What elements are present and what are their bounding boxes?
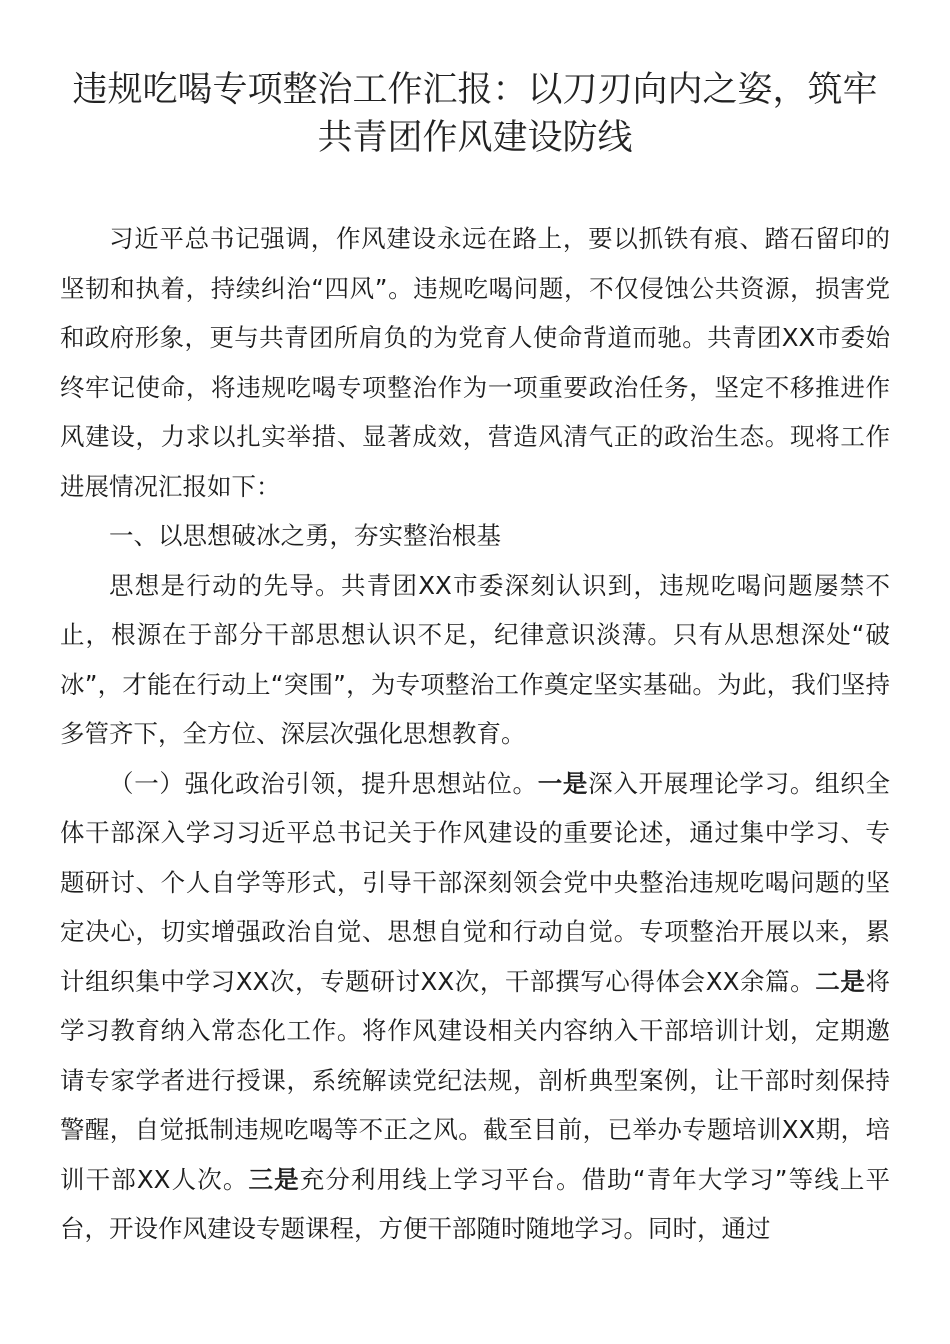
title-line-2: 共青团作风建设防线 [317, 118, 633, 158]
section-heading: 一、以思想破冰之勇，夯实整治根基 [109, 521, 501, 550]
item-text-2: 将学习教育纳入常态化工作。将作风建设相关内容纳入干部培训计划，定期邀请专家学者进行授课，系统解读党纪法规，剖析典型案例，让干部时刻保持警醒，自觉抵制违规吃喝等不正之风。截至目前，已举办专题培训XX期，培训干部XX人次。 [60, 966, 891, 1194]
intro-paragraph: 习近平总书记强调，作风建设永远在路上，要以抓铁有痕、踏石留印的坚韧和执着，持续纠治“四风”。违规吃喝问题，不仅侵蚀公共资源，损害党和政府形象，更与共青团所肩负的为党育人使命背道而驰。共青团XX市委始终牢记使命，将违规吃喝专项整治作为一项重要政治任务，坚定不移推进作风建设，力求以扎实举措、显著成效，营造风清气正的政治生态。现将工作进展情况汇报如下： [60, 224, 890, 501]
bold-marker-1: 一是 [537, 768, 589, 798]
section-paragraph: 思想是行动的先导。共青团XX市委深刻认识到，违规吃喝问题屡禁不止，根源在于部分干部思想认识不足，纪律意识淡薄。只有从思想深处“破冰”，才能在行动上“突围”，为专项整治工作奠定坚实基础。为此，我们坚持多管齐下，全方位、深层次强化思想教育。 [60, 570, 890, 748]
item-paragraph [60, 759, 890, 1254]
document-title [50, 66, 900, 162]
item-text-1: 深入开展理论学习。组织全体干部深入学习习近平总书记关于作风建设的重要论述，通过集中学习、专题研讨、个人自学等形式，引导干部深刻领会党中央整治违规吃喝问题的坚定决心，切实增强政治自觉、思想自觉和行动自觉。专项整治开展以来，累计组织集中学习XX次，专题研讨XX次，干部撰写心得体会XX余篇。 [60, 768, 891, 996]
item-text-3: 充分利用线上学习平台。借助“青年大学习”等线上平台，开设作风建设专题课程，方便干部随时随地学习。同时，通过 [60, 1164, 890, 1243]
document-body [60, 214, 890, 1254]
item-lead: （一）强化政治引领，提升思想站位。 [109, 768, 538, 798]
bold-marker-3: 三是 [248, 1164, 300, 1194]
bold-marker-2: 二是 [815, 966, 866, 996]
title-line-1: 违规吃喝专项整治工作汇报：以刀刃向内之姿，筑牢 [72, 70, 878, 110]
